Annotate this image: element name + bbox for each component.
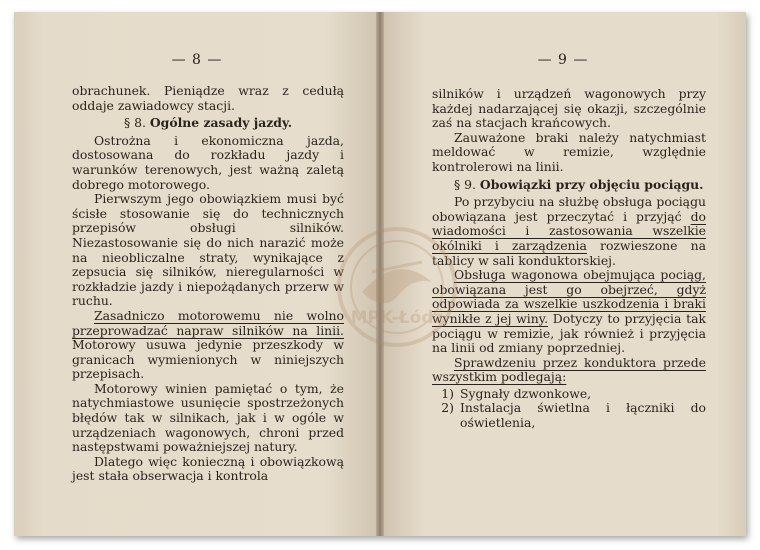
paragraph-text: Dotyczy to przyjęcia tak pociągu w remizie, jak również i przyjęcia na linii od zmiany poprzedniej.: [432, 310, 706, 356]
paragraph: Motorowy winien pamiętać o tym, że natychmiastowe usunięcie spostrzeżonych błędów tak w silnikach, jak i w ogóle w urządzeniach wagonowych, chroni przed następstwami poważniejszej natury.: [72, 380, 344, 455]
list-item-number: 2): [441, 400, 454, 416]
list-item-text: Instalacja świetlna i łączniki do oświetlenia,: [460, 400, 706, 431]
list-item: [432, 387, 706, 402]
paragraph: [72, 309, 344, 382]
paragraph: obrachunek. Pieniądze wraz z cedułą oddaje zawiadowcy stacji.: [72, 83, 344, 113]
section-heading-9: [432, 178, 706, 193]
section-title: Obowiązki przy objęciu pociągu.: [479, 176, 704, 192]
paragraph-text: Po przybyciu na służbę obsługa pociągu obowiązana jest przeczytać i przyjąć: [432, 194, 706, 224]
left-page: [14, 12, 380, 536]
right-page-text: [432, 87, 706, 431]
list-item-number: 1): [441, 385, 454, 401]
section-heading-8: [72, 116, 344, 131]
list-item-text: Sygnały dzwonkowe,: [460, 385, 592, 401]
page-number-left: — 8 —: [171, 52, 223, 68]
book-spread: [14, 12, 746, 536]
paragraph: [432, 356, 706, 385]
section-number: § 9.: [454, 176, 476, 192]
book-gutter: [376, 12, 384, 536]
underlined-passage: Sprawdzeniu przez konduktora przede wszystkim podlegają:: [432, 354, 706, 385]
paragraph: [432, 195, 706, 268]
paragraph: silników i urządzeń wagonowych przy każdej nadarzającej się okazji, szczególnie zaś na stacjach krańcowych.: [432, 86, 706, 131]
section-number: § 8.: [123, 115, 146, 131]
underlined-passage: Zasadniczo motorowemu nie wolno przeprowadzać napraw silników na linii.: [72, 307, 344, 338]
paragraph: Ostrożna i ekonomiczna jazda, dostosowana do rozkładu jazdy i warunków terenowych, jest ważną zaletą dobrego motorowego.: [72, 132, 344, 192]
page-number-right: — 9 —: [537, 52, 589, 68]
section-title: Ogólne zasady jazdy.: [149, 115, 293, 131]
underlined-passage: do wiadomości i zastosowania wszelkie okólniki i zarządzenia: [432, 208, 706, 253]
paragraph-text: rozwieszone na tablicy w sali konduktorskiej.: [432, 237, 706, 268]
right-page: [380, 12, 746, 536]
paragraph: Dlatego więc konieczną i obowiązkową jest stała obserwacja i kontrola: [72, 453, 344, 484]
left-page-text: [72, 84, 344, 484]
paragraph: Pierwszym jego obowiązkiem musi być ścisłe stosowanie się do technicznych przepisów obsługi silników. Niezastosowanie się do nich narazić może na nieobliczalne straty, wynikające z zepsucia się silników, nieregularności w rozkładzie jazdy i niepożądanych przerw w ruchu.: [72, 191, 344, 309]
inspection-list: [432, 387, 706, 431]
paragraph-text: Motorowy usuwa jedynie przeszkody w granicach wymienionych w niniejszych przepisach.: [72, 337, 344, 382]
paragraph: [432, 268, 706, 356]
paragraph: Zauważone braki należy natychmiast meldować w remizie, względnie kontrolerowi na linii.: [432, 129, 706, 174]
list-item: [432, 401, 706, 430]
watermark-text: MPK-Łódź: [350, 308, 444, 328]
underlined-passage: Obsługa wagonowa obejmująca pociąg, obowiązana jest go obejrzeć, gdyż odpowiada za wszelkie uszkodzenia i braki wynikłe z jej winy.: [432, 267, 706, 326]
